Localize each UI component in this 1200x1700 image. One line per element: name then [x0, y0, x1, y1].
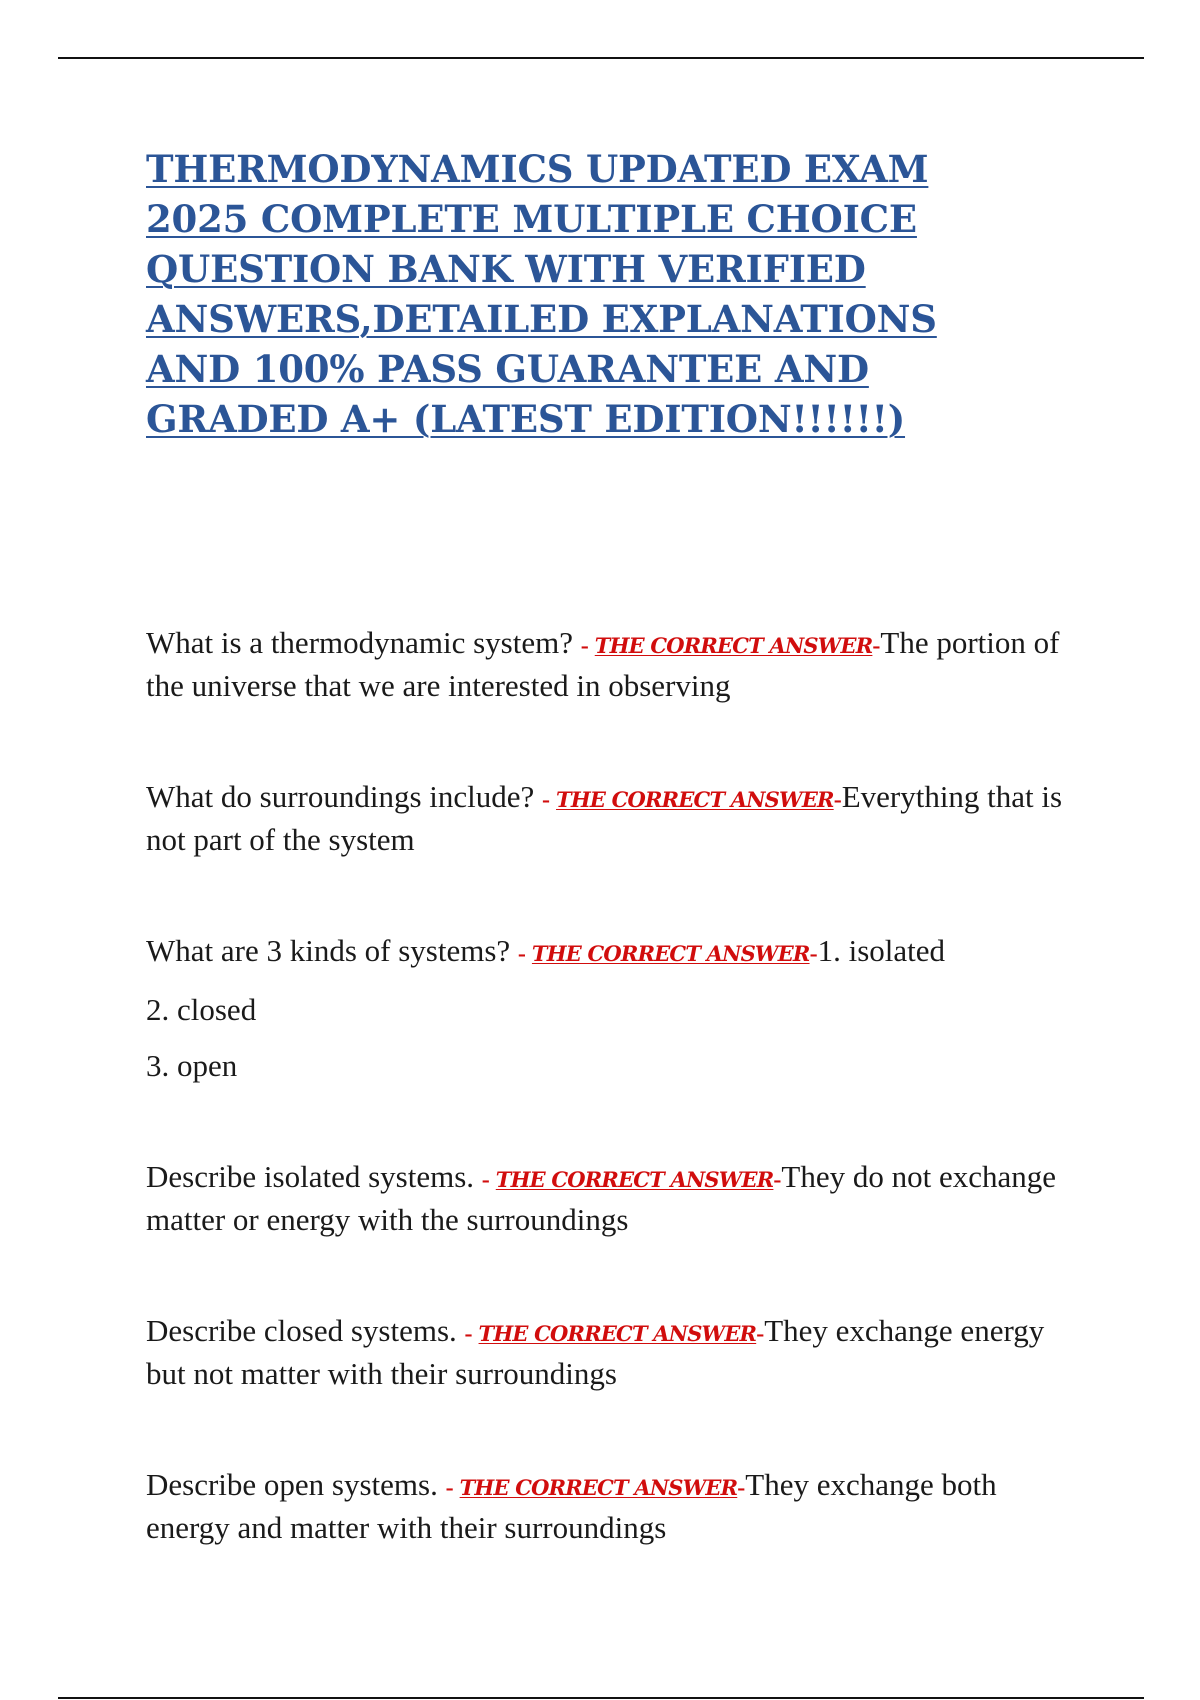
- question-list: [146, 623, 1076, 1548]
- answer-suffix: -: [737, 1475, 746, 1501]
- answer-prefix: -: [445, 1475, 460, 1501]
- correct-answer-tag: THE CORRECT ANSWER: [594, 633, 873, 658]
- answer-text: They do not exchange matter or energy with the surroundings: [146, 1159, 1057, 1237]
- question-text: Describe open systems.: [146, 1467, 438, 1502]
- answer-text: They exchange energy but not matter with their surroundings: [146, 1313, 1045, 1391]
- correct-answer-tag: THE CORRECT ANSWER: [495, 1167, 774, 1192]
- answer-suffix: -: [872, 633, 881, 659]
- answer-suffix: -: [756, 1321, 765, 1347]
- answer-prefix: -: [542, 787, 557, 813]
- answer-text: The portion of the universe that we are interested in observing: [146, 625, 1060, 703]
- qa-item: [146, 623, 1076, 706]
- answer-prefix: -: [517, 941, 532, 967]
- answer-text: They exchange both energy and matter with their surroundings: [146, 1467, 997, 1545]
- top-rule: [58, 57, 1144, 59]
- answer-text: Everything that is not part of the system: [146, 779, 1063, 857]
- answer-suffix: -: [833, 787, 842, 813]
- answer-line: 2. closed: [146, 992, 257, 1027]
- answer-prefix: -: [464, 1321, 479, 1347]
- qa-item: [146, 1465, 1076, 1548]
- qa-item: [146, 931, 1076, 1086]
- answer-suffix: -: [773, 1167, 782, 1193]
- correct-answer-tag: THE CORRECT ANSWER: [459, 1475, 738, 1500]
- answer-text: 1. isolated: [817, 933, 945, 968]
- qa-item: [146, 1157, 1076, 1240]
- document-title: THERMODYNAMICS UPDATED EXAM 2025 COMPLETE MULTIPLE CHOICE QUESTION BANK WITH VERIFIED ANSWERS,DETAILED EXPLANATIONS AND 100% PASS GUARANTEE AND GRADED A+ (LATEST EDITION!!!!!!): [146, 147, 937, 441]
- answer-prefix: -: [580, 633, 595, 659]
- question-text: Describe closed systems.: [146, 1313, 457, 1348]
- question-text: What is a thermodynamic system?: [146, 625, 573, 660]
- bottom-rule: [58, 1697, 1144, 1699]
- qa-item: [146, 777, 1076, 860]
- answer-suffix: -: [809, 941, 818, 967]
- question-text: What are 3 kinds of systems?: [146, 933, 511, 968]
- question-text: What do surroundings include?: [146, 779, 535, 814]
- correct-answer-tag: THE CORRECT ANSWER: [478, 1321, 757, 1346]
- answer-prefix: -: [481, 1167, 496, 1193]
- question-text: Describe isolated systems.: [146, 1159, 475, 1194]
- correct-answer-tag: THE CORRECT ANSWER: [531, 941, 810, 966]
- answer-line: 3. open: [146, 1048, 238, 1083]
- qa-item: [146, 1311, 1076, 1394]
- correct-answer-tag: THE CORRECT ANSWER: [556, 787, 834, 812]
